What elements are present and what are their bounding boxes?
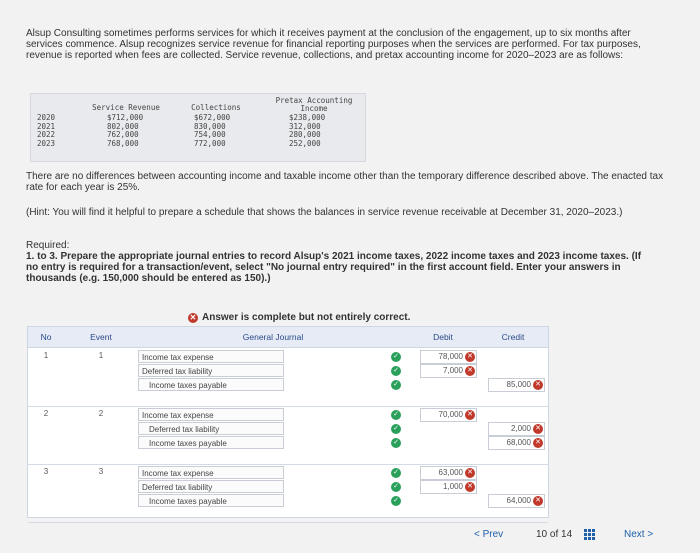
answer-status-banner — [188, 312, 410, 323]
check-circle-icon: ✓ — [391, 424, 401, 434]
journal-entry-group — [28, 406, 548, 465]
header-collections: Collections — [191, 103, 241, 112]
page-indicator — [536, 529, 572, 540]
check-circle-icon: ✓ — [391, 380, 401, 390]
pretax-cell: 312,000 — [289, 121, 321, 131]
check-circle-icon: ✓ — [391, 438, 401, 448]
debit-field[interactable] — [420, 350, 477, 364]
credit-field[interactable] — [488, 494, 545, 508]
banner-text: Answer is complete but not entirely correct. — [202, 312, 411, 323]
required-instructions: 1. to 3. Prepare the appropriate journal entries to record Alsup's 2021 income taxes, 2022 income taxes and 2023 income taxes. (If no entry is required for a transaction/event, select "No journal entry required" in the first account field. Enter your answers in thousands (e.g. 150,000 should be entered as 150).) — [26, 251, 642, 284]
account-field[interactable]: Income taxes payable — [138, 494, 284, 507]
col-header-no: No — [28, 327, 64, 348]
hint-text: (Hint: You will find it helpful to prepare a schedule that shows the balances in service revenue receivable at December 31, 2020–2023.) — [26, 207, 623, 218]
years-column — [37, 114, 55, 148]
journal-table — [27, 326, 549, 518]
debit-value: 7,000 — [442, 366, 463, 375]
grid-icon[interactable] — [584, 529, 596, 540]
chevron-left-icon: < — [474, 529, 480, 540]
entry-event: 1 — [98, 351, 104, 360]
check-circle-icon: ✓ — [391, 496, 401, 506]
prev-label: Prev — [482, 529, 504, 540]
debit-field[interactable] — [420, 480, 477, 494]
account-field[interactable]: Income tax expense — [138, 350, 284, 363]
current-page: 10 — [536, 529, 548, 540]
account-field[interactable]: Income taxes payable — [138, 378, 284, 391]
debit-value: 70,000 — [438, 410, 463, 419]
revenue-cell: $712,000 — [107, 113, 144, 122]
check-circle-icon: ✓ — [391, 410, 401, 420]
check-circle-icon: ✓ — [391, 352, 401, 362]
col-header-credit: Credit — [478, 327, 548, 348]
debit-value: 1,000 — [442, 482, 463, 491]
entry-number: 1 — [43, 351, 49, 360]
collections-cell: 772,000 — [194, 138, 226, 148]
credit-value: 64,000 — [506, 496, 531, 505]
journal-entry-group — [28, 348, 548, 407]
credit-field[interactable] — [488, 378, 545, 392]
x-circle-icon: ✕ — [533, 424, 543, 434]
check-circle-icon: ✓ — [391, 366, 401, 376]
prev-button[interactable] — [474, 529, 503, 540]
account-field[interactable]: Income tax expense — [138, 466, 284, 479]
required-label: Required: — [26, 240, 70, 251]
header-service-revenue: Service Revenue — [92, 103, 160, 112]
debit-field[interactable] — [420, 364, 477, 378]
year-cell: 2020 — [37, 113, 56, 122]
account-field[interactable]: Income taxes payable — [138, 436, 284, 449]
x-circle-icon: ✕ — [465, 468, 475, 478]
entry-number: 2 — [43, 409, 49, 418]
credit-field[interactable] — [488, 422, 545, 436]
account-field[interactable]: Deferred tax liability — [138, 480, 284, 493]
revenue-column — [107, 114, 143, 148]
credit-value: 2,000 — [510, 424, 531, 433]
year-cell: 2022 — [37, 130, 56, 139]
check-circle-icon: ✓ — [391, 468, 401, 478]
collections-cell: $672,000 — [194, 113, 231, 122]
header-pretax-line1: Pretax Accounting — [275, 96, 353, 105]
account-field[interactable]: Income tax expense — [138, 408, 284, 421]
year-cell: 2023 — [37, 138, 56, 148]
entry-event: 3 — [98, 467, 104, 476]
pretax-column — [289, 114, 325, 148]
x-circle-icon: ✕ — [465, 482, 475, 492]
credit-value: 85,000 — [506, 380, 531, 389]
total-pages: 14 — [561, 529, 573, 540]
collections-column — [194, 114, 230, 148]
revenue-cell: 802,000 — [107, 121, 139, 131]
account-field[interactable]: Deferred tax liability — [138, 422, 284, 435]
x-circle-icon: ✕ — [465, 352, 475, 362]
next-button[interactable] — [624, 529, 653, 540]
debit-value: 63,000 — [438, 468, 463, 477]
journal-entry-group — [28, 464, 548, 523]
revenue-cell: 768,000 — [107, 138, 139, 148]
pretax-cell: 280,000 — [289, 130, 321, 139]
x-circle-icon: ✕ — [189, 312, 197, 322]
collections-cell: 830,000 — [194, 121, 226, 131]
problem-intro: Alsup Consulting sometimes performs services for which it receives payment at the conclusion of the engagement, up to six months after services commence. Alsup recognizes service revenue for financial reporting purposes when the services are performed. For tax purposes, revenue is reported when fees are collected. Service revenue, collections, and pretax accounting income for 2020–2023 are as follows: — [26, 28, 641, 61]
credit-value: 68,000 — [506, 438, 531, 447]
x-circle-icon: ✕ — [465, 410, 475, 420]
col-header-general-journal: General Journal — [138, 327, 408, 348]
header-pretax-line2: Income — [300, 104, 328, 113]
debit-value: 78,000 — [438, 352, 463, 361]
year-cell: 2021 — [37, 121, 56, 131]
x-circle-icon: ✕ — [533, 380, 543, 390]
x-circle-icon: ✕ — [533, 438, 543, 448]
account-field[interactable]: Deferred tax liability — [138, 364, 284, 377]
of-label: of — [549, 529, 559, 540]
next-label: Next — [624, 529, 645, 540]
required-section — [26, 240, 646, 284]
check-circle-icon: ✓ — [391, 482, 401, 492]
pretax-cell: 252,000 — [289, 138, 321, 148]
debit-field[interactable] — [420, 408, 477, 422]
chevron-right-icon: > — [647, 529, 654, 540]
debit-field[interactable] — [420, 466, 477, 480]
credit-field[interactable] — [488, 436, 545, 450]
revenue-cell: 762,000 — [107, 130, 139, 139]
difference-text: There are no differences between accounting income and taxable income other than the temporary difference described above. The enacted tax rate for each year is 25%. — [26, 171, 664, 193]
data-table — [30, 93, 366, 162]
pretax-cell: $238,000 — [289, 113, 326, 122]
entry-event: 2 — [98, 409, 104, 418]
collections-cell: 754,000 — [194, 130, 226, 139]
entry-number: 3 — [43, 467, 49, 476]
x-circle-icon: ✕ — [465, 366, 475, 376]
x-circle-icon: ✕ — [533, 496, 543, 506]
col-header-event: Event — [64, 327, 138, 348]
col-header-debit: Debit — [408, 327, 478, 348]
